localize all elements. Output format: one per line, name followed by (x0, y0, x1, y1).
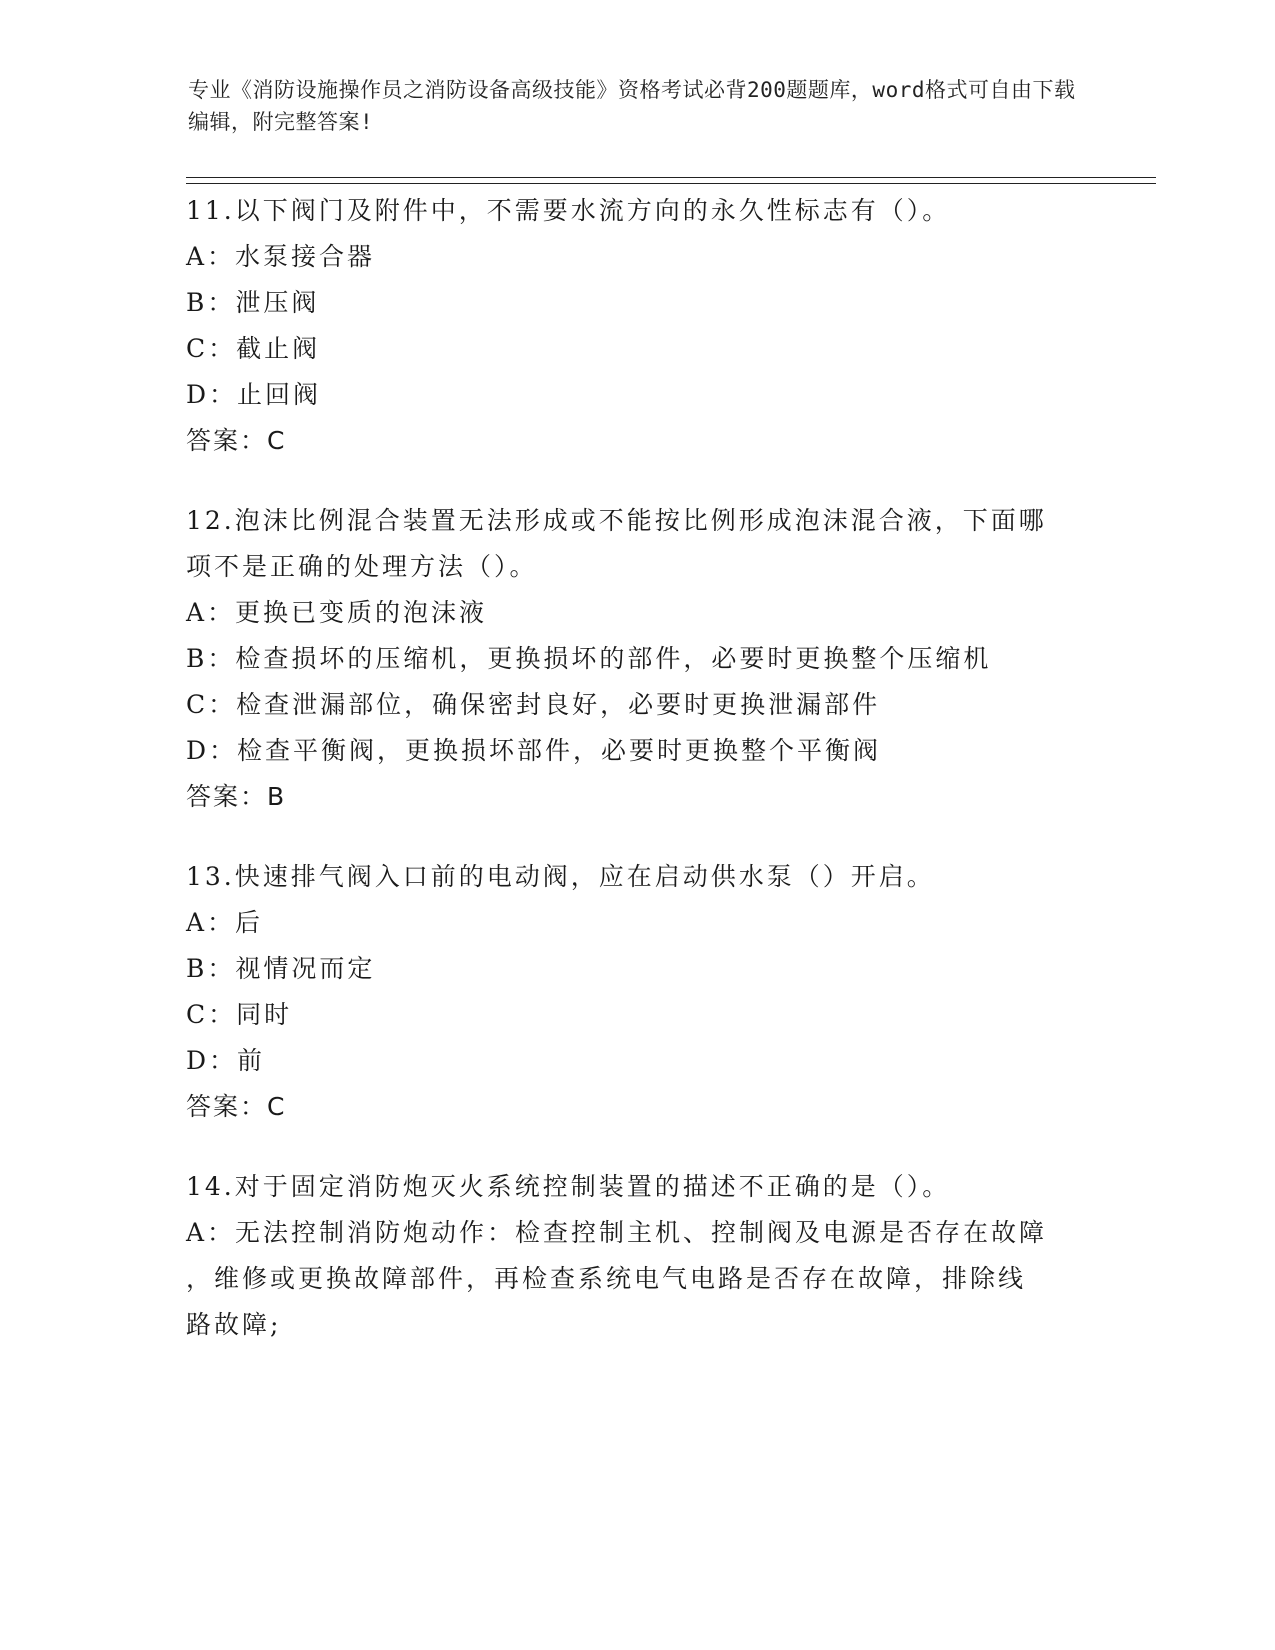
answer-option: D：止回阀 (186, 380, 322, 409)
answer-option: D：前 (186, 1046, 266, 1075)
answer-option: C：同时 (186, 1000, 293, 1029)
question-stem: 11.以下阀门及附件中，不需要水流方向的永久性标志有（）。 (186, 196, 951, 225)
question-block (186, 854, 1086, 1130)
answer-option: 路故障; (186, 1310, 282, 1339)
question-stem: 14.对于固定消防炮灭火系统控制装置的描述不正确的是（）。 (186, 1172, 951, 1201)
answer-option: A：后 (186, 908, 264, 937)
question-block (186, 1164, 1086, 1348)
answer-key: 答案：B (186, 782, 287, 811)
answer-option: A：无法控制消防炮动作：检查控制主机、控制阀及电源是否存在故障 (186, 1218, 1048, 1247)
answer-option: C：截止阀 (186, 334, 321, 363)
question-stem: 项不是正确的处理方法（）。 (186, 552, 538, 581)
answer-option: A：水泵接合器 (186, 242, 376, 271)
answer-option: D：检查平衡阀，更换损坏部件，必要时更换整个平衡阀 (186, 736, 882, 765)
question-list (186, 188, 1086, 1382)
answer-option: B：泄压阀 (186, 288, 320, 317)
question-block (186, 498, 1086, 820)
question-block (186, 188, 1086, 464)
header-divider-top (186, 177, 1156, 178)
question-stem: 13.快速排气阀入口前的电动阀，应在启动供水泵（）开启。 (186, 862, 935, 891)
header-intro: 专业《消防设施操作员之消防设备高级技能》资格考试必背200题题库，word格式可自由下载编辑，附完整答案! (188, 78, 1076, 134)
answer-option: B：检查损坏的压缩机，更换损坏的部件，必要时更换整个压缩机 (186, 644, 992, 673)
answer-option: ，维修或更换故障部件，再检查系统电气电路是否存在故障，排除线 (186, 1264, 1027, 1293)
answer-option: A：更换已变质的泡沫液 (186, 598, 488, 627)
answer-option: B：视情况而定 (186, 954, 376, 983)
answer-key: 答案：C (186, 1092, 287, 1121)
header-divider-bottom (186, 183, 1156, 184)
question-stem: 12.泡沫比例混合装置无法形成或不能按比例形成泡沫混合液，下面哪 (186, 506, 1047, 535)
answer-option: C：检查泄漏部位，确保密封良好，必要时更换泄漏部件 (186, 690, 881, 719)
answer-key: 答案：C (186, 426, 287, 455)
